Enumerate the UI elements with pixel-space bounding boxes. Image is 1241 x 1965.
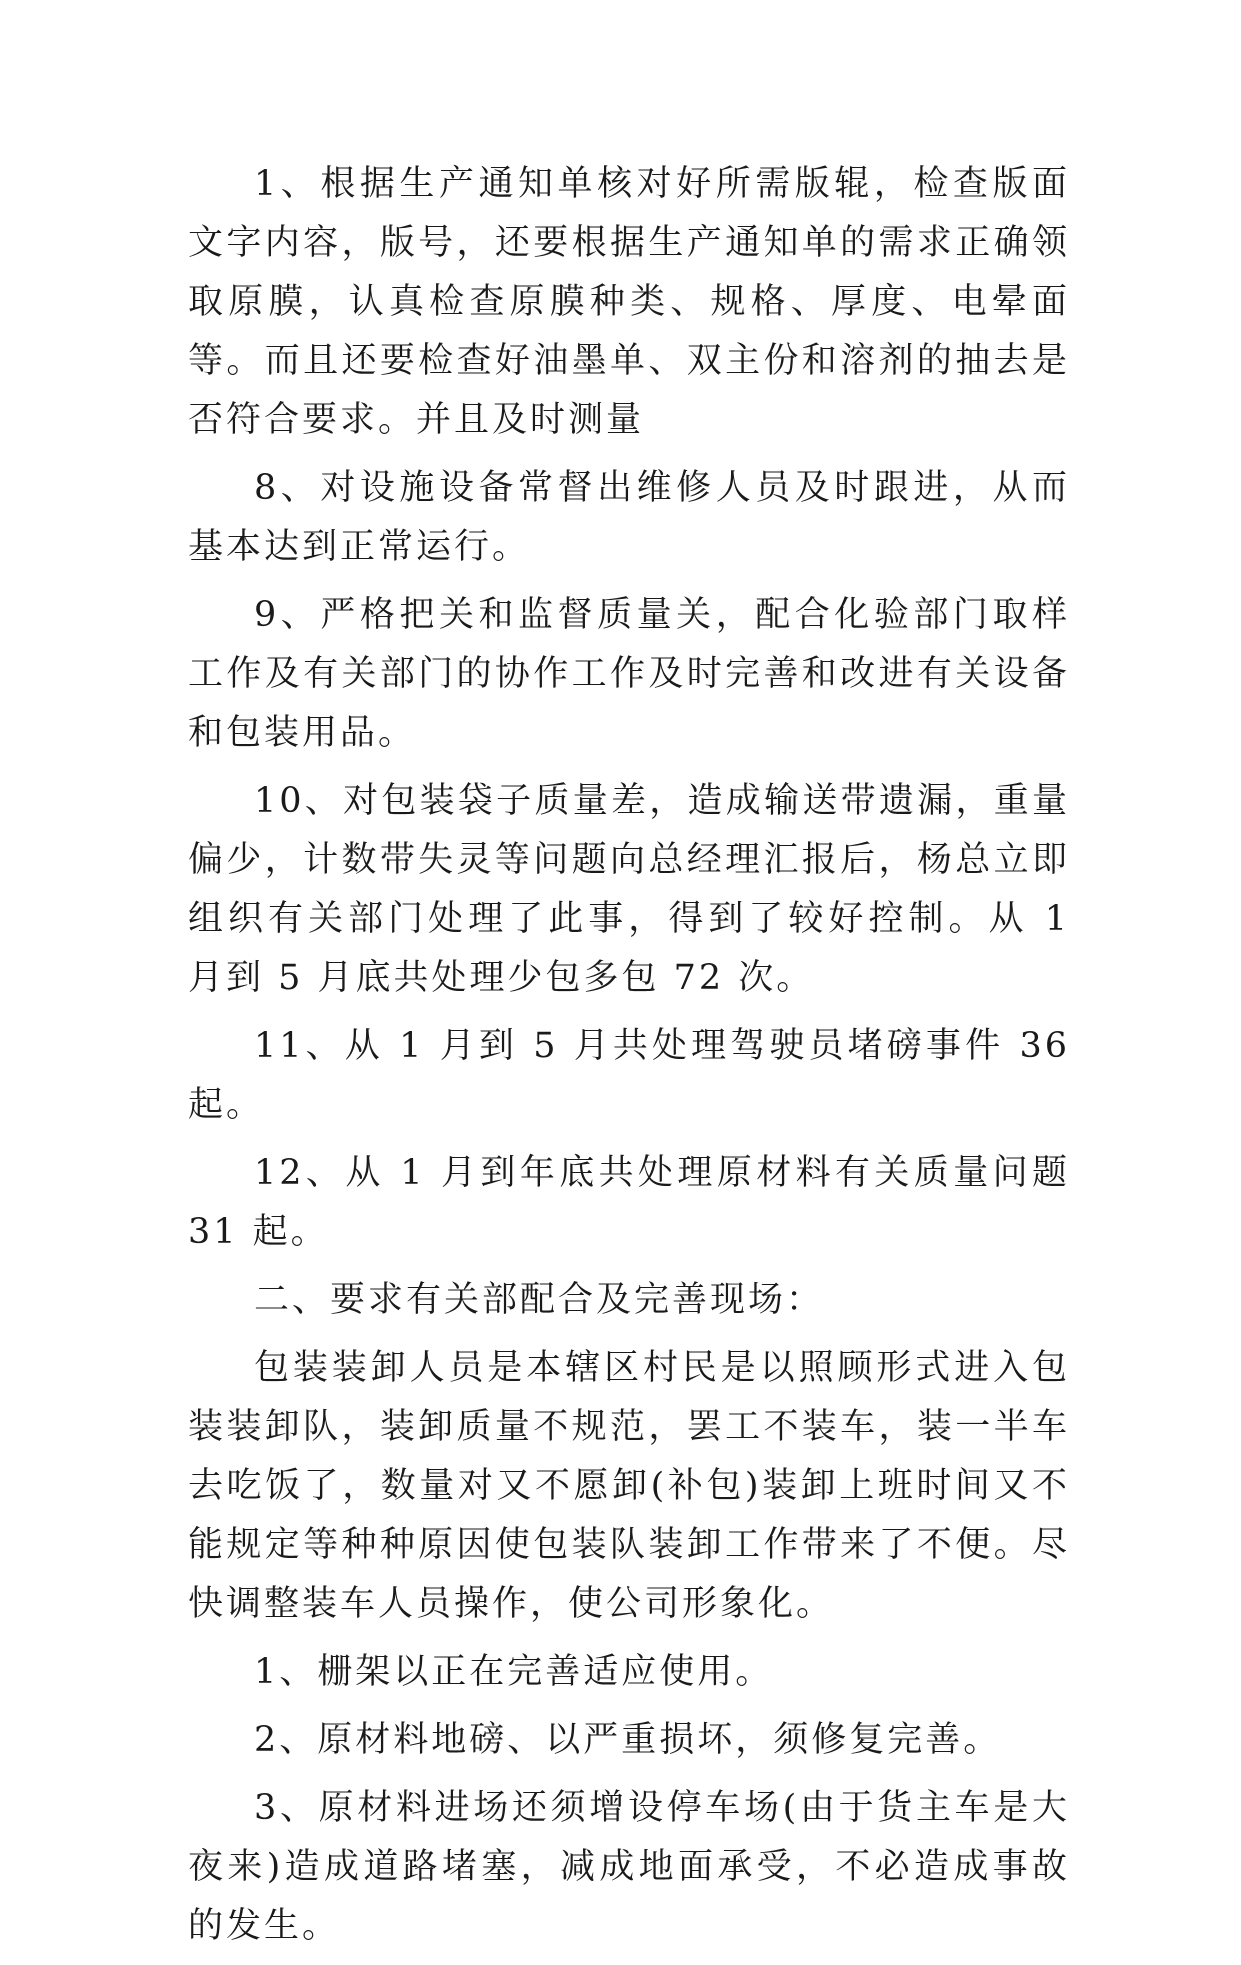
paragraph-item-10: 10、对包装袋子质量差，造成输送带遗漏，重量偏少，计数带失灵等问题向总经理汇报后，杨总立即组织有关部门处理了此事，得到了较好控制。从 1 月到 5 月底共处理少包多包 72 次。	[188, 781, 1070, 998]
paragraph-subitem-2: 2、原材料地磅、以严重损坏，须修复完善。	[254, 1720, 1002, 1760]
paragraph-item-11: 11、从 1 月到 5 月共处理驾驶员堵磅事件 36 起。	[188, 1026, 1070, 1125]
paragraph-item-12: 12、从 1 月到年底共处理原材料有关质量问题 31 起。	[188, 1153, 1070, 1252]
paragraph-item-8: 8、对设施设备常督出维修人员及时跟进，从而基本达到正常运行。	[188, 468, 1070, 567]
paragraph-loading-team: 包装装卸人员是本辖区村民是以照顾形式进入包装装卸队，装卸质量不规范，罢工不装车，装一半车去吃饭了，数量对又不愿卸(补包)装卸上班时间又不能规定等种种原因使包装队装卸工作带来了不便。尽快调整装车人员操作，使公司形象化。	[188, 1348, 1070, 1624]
paragraph-item-1: 1、根据生产通知单核对好所需版辊，检查版面文字内容，版号，还要根据生产通知单的需求正确领取原膜，认真检查原膜种类、规格、厚度、电晕面等。而且还要检查好油墨单、双主份和溶剂的抽去是否符合要求。并且及时测量	[188, 164, 1070, 440]
paragraph-item-9: 9、严格把关和监督质量关，配合化验部门取样工作及有关部门的协作工作及时完善和改进有关设备和包装用品。	[188, 595, 1070, 753]
section-heading-2: 二、要求有关部配合及完善现场：	[254, 1280, 825, 1320]
paragraph-subitem-3: 3、原材料进场还须增设停车场(由于货主车是大夜来)造成道路堵塞，减成地面承受，不必造成事故的发生。	[188, 1788, 1070, 1946]
document-body	[188, 155, 1070, 1965]
paragraph-subitem-1: 1、栅架以正在完善适应使用。	[254, 1652, 774, 1692]
